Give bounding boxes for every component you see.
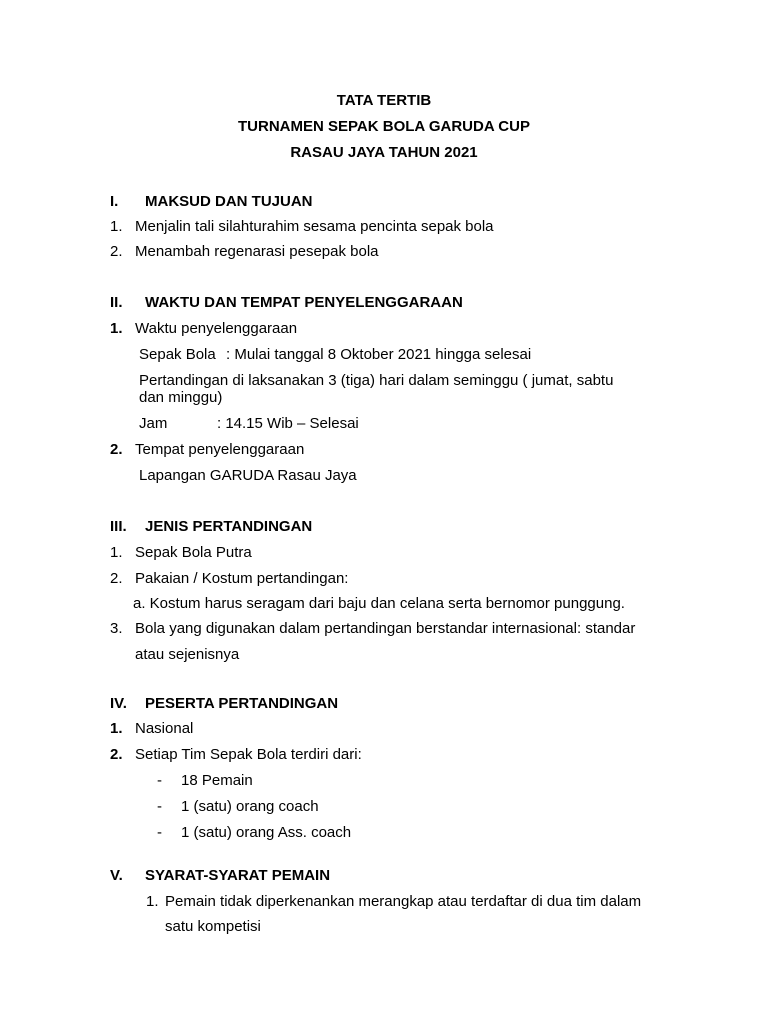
list-item-number: 2. — [110, 746, 123, 763]
section-number: V. — [110, 867, 123, 884]
field-label: Jam — [139, 415, 168, 432]
section-number: IV. — [110, 695, 127, 712]
list-item: Sepak Bola Putra — [135, 544, 252, 561]
list-item: Nasional — [135, 720, 194, 737]
list-item-number: 1. — [110, 720, 123, 737]
doc-subtitle-year: RASAU JAYA TAHUN 2021 — [290, 144, 478, 161]
doc-subtitle: TURNAMEN SEPAK BOLA GARUDA CUP — [238, 118, 530, 135]
list-item-number: 1. — [146, 893, 159, 910]
list-item-number: 2. — [110, 243, 123, 260]
section-title: JENIS PERTANDINGAN — [145, 518, 313, 535]
bullet-item: 1 (satu) orang coach — [181, 798, 319, 815]
field-value: : Mulai tanggal 8 Oktober 2021 hingga selesai — [226, 346, 532, 363]
bullet-item: 18 Pemain — [181, 772, 253, 789]
list-item: Menjalin tali silahturahim sesama pencinta sepak bola — [135, 218, 494, 235]
paragraph: Pertandingan di laksanakan 3 (tiga) hari dalam seminggu ( jumat, sabtu dan minggu) — [139, 372, 614, 406]
dash-bullet: - — [157, 798, 162, 815]
list-item: Tempat penyelenggaraan — [135, 441, 305, 458]
list-item: Setiap Tim Sepak Bola terdiri dari: — [135, 746, 362, 763]
list-item-number: 2. — [110, 570, 123, 587]
section-number: III. — [110, 518, 127, 535]
list-item-number: 1. — [110, 218, 123, 235]
list-item: Pemain tidak diperkenankan merangkap atau terdaftar di dua tim dalam — [165, 893, 642, 910]
section-number: II. — [110, 294, 123, 311]
dash-bullet: - — [157, 824, 162, 841]
list-item: Pakaian / Kostum pertandingan: — [135, 570, 349, 587]
dash-bullet: - — [157, 772, 162, 789]
list-item-number: 3. — [110, 620, 123, 637]
list-item-continuation: satu kompetisi — [165, 918, 261, 935]
field-value: Lapangan GARUDA Rasau Jaya — [139, 467, 357, 484]
list-item: Menambah regenarasi pesepak bola — [135, 243, 379, 260]
list-item-number: 1. — [110, 320, 123, 337]
section-title: WAKTU DAN TEMPAT PENYELENGGARAAN — [145, 294, 463, 311]
list-item-number: 2. — [110, 441, 123, 458]
field-label: Sepak Bola — [139, 346, 216, 363]
section-title: SYARAT-SYARAT PEMAIN — [145, 867, 331, 884]
list-item: Waktu penyelenggaraan — [135, 320, 298, 337]
section-title: PESERTA PERTANDINGAN — [145, 695, 339, 712]
list-item-continuation: atau sejenisnya — [135, 646, 240, 663]
field-value: : 14.15 Wib – Selesai — [217, 415, 359, 432]
section-number: I. — [110, 193, 119, 210]
sub-list-item: a. Kostum harus seragam dari baju dan celana serta bernomor punggung. — [133, 595, 625, 612]
section-title: MAKSUD DAN TUJUAN — [145, 193, 313, 210]
bullet-item: 1 (satu) orang Ass. coach — [181, 824, 352, 841]
doc-title: TATA TERTIB — [336, 92, 432, 109]
list-item-number: 1. — [110, 544, 123, 561]
list-item: Bola yang digunakan dalam pertandingan berstandar internasional: standar — [135, 620, 636, 637]
